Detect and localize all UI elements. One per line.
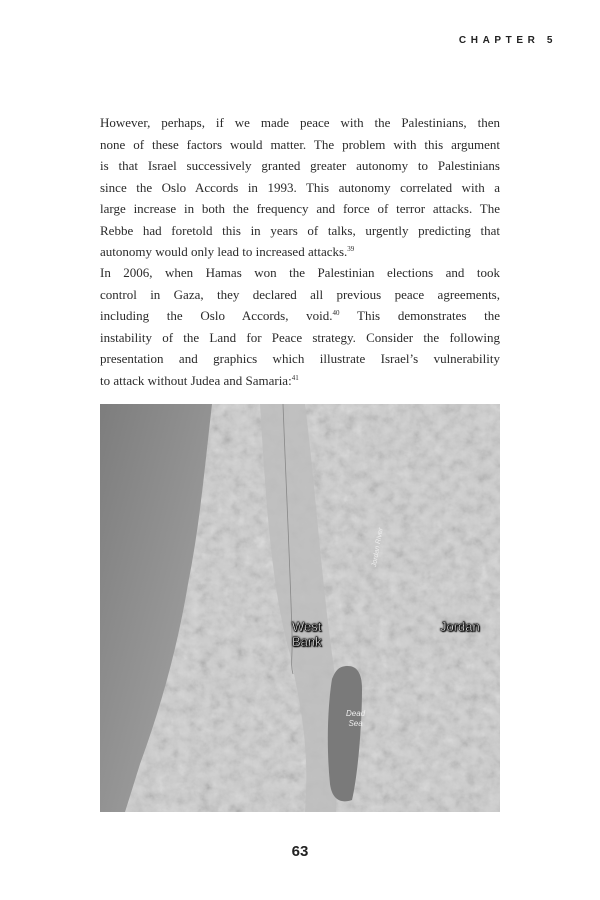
label-text: Bank xyxy=(292,634,322,649)
page-number: 63 xyxy=(291,843,309,860)
text-line: is that Israel successively granted greater autonomy to Palestinians xyxy=(100,158,500,173)
relief-map xyxy=(100,404,500,812)
text-line xyxy=(100,370,500,392)
text-line xyxy=(100,241,500,263)
label-text: West xyxy=(292,619,322,634)
footnote-ref: 40 xyxy=(332,309,340,317)
text-line: control in Gaza, they declared all previous peace agreements, xyxy=(100,286,500,302)
text-line: However, perhaps, if we made peace with the Palestinians, then xyxy=(100,115,500,130)
text-line: Rebbe had foretold this in years of talks, urgently predicting that xyxy=(100,222,500,238)
label-text: Dead xyxy=(346,709,366,718)
text: to attack without Judea and Samaria: xyxy=(100,372,292,388)
footnote-ref: 41 xyxy=(291,373,299,382)
chapter-header: CHAPTER 5 xyxy=(458,35,557,46)
label-text: Sea xyxy=(348,719,363,728)
text-line: In 2006, when Hamas won the Palestinian elections and took xyxy=(100,265,500,280)
dead-sea-label xyxy=(346,709,365,729)
jordan-label: Jordan xyxy=(440,619,480,634)
text-line: large increase in both the frequency and force of terror attacks. The xyxy=(100,201,500,216)
text: including the Oslo Accords, void. xyxy=(100,308,333,323)
text: This demonstrates the xyxy=(339,308,500,323)
text-line: presentation and graphics which illustrate Israel’s vulnerability xyxy=(100,351,500,366)
text-line: since the Oslo Accords in 1993. This autonomy correlated with a xyxy=(100,179,500,195)
text-line: instability of the Land for Peace strategy. Consider the following xyxy=(100,329,500,345)
jordan-river-label: Jordan River xyxy=(370,527,385,568)
text-line: none of these factors would matter. The problem with this argument xyxy=(100,136,500,152)
map-graphic xyxy=(100,404,500,812)
paragraph-1 xyxy=(100,112,500,263)
paragraph-2 xyxy=(100,262,500,391)
text-line xyxy=(100,305,500,327)
text: autonomy would only lead to increased attacks. xyxy=(100,244,348,259)
footnote-ref: 39 xyxy=(347,245,355,253)
west-bank-label xyxy=(292,619,322,649)
